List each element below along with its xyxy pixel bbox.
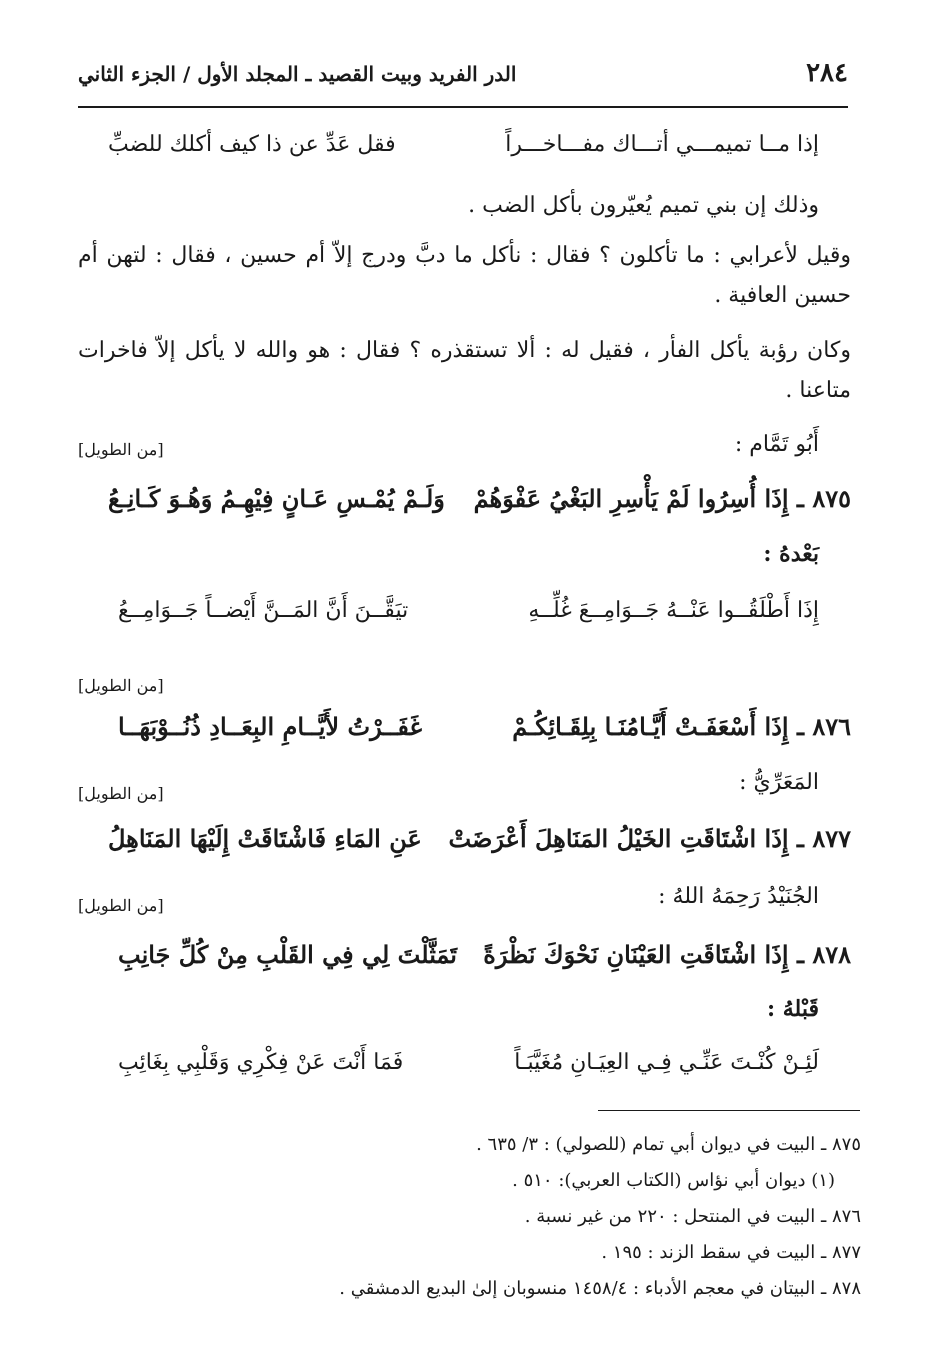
- verse-878-first-hemistich: ٨٧٨ ـ إِذَا اشْتَاقَتِ العَيْنَانِ نَحْوَكَ نَظْرَةً: [483, 940, 851, 969]
- verse-876-second-hemistich: غَفَــرْتُ لأَيَّــامِ البِعَــادِ ذُنُــوْبَهَــا: [118, 712, 423, 741]
- after-label-875: بَعْدهُ :: [763, 541, 819, 567]
- before-label-878: قَبْلهُ :: [766, 996, 819, 1022]
- paragraph-3: وكان رؤبة يأكل الفأر ، فقيل له : ألا تستقذره ؟ فقال : هو والله لا يأكل إلاّ فاخرات متاعنا .: [78, 338, 851, 403]
- meter-label-876: [من الطويل]: [78, 676, 164, 695]
- poet-name-al-maarri: المَعَرِّيُّ :: [739, 770, 819, 795]
- verse-875-second-hemistich: وَلَـمْ يُمْـسِ عَـانٍ فِيْهِـمُ وَهُـوَ كَـانِـعُ: [108, 484, 445, 513]
- meter-label-877: [من الطويل]: [78, 784, 164, 803]
- page-number: ٢٨٤: [806, 58, 848, 88]
- poet-name-al-junayd: الجُنَيْدُ رَحِمَهُ اللهُ :: [658, 884, 819, 909]
- paragraph-1: وذلك إن بني تميم يُعيّرون بأكل الضب .: [468, 193, 819, 218]
- page-header: [78, 54, 848, 104]
- intro-verse-first-hemistich: إذا مــا تميمـــي أتـــاك مفـــاخـــراً: [505, 132, 819, 157]
- footnote-877: ٨٧٧ ـ البيت في سقط الزند : ١٩٥ .: [601, 1242, 861, 1263]
- verse-878-second-hemistich: تَمَثَّلْتَ لِي فِي القَلْبِ مِنْ كُلِّ جَانِبِ: [118, 940, 457, 969]
- header-rule: [78, 106, 848, 108]
- after-verse-second-hemistich: تيَقَّــنَ أَنَّ المَــنَّ أَيْضــاً جَــوَامِــعُ: [118, 598, 409, 623]
- footnote-1: (١) ديوان أبي نؤاس (الكتاب العربي): ٥١٠ .: [512, 1170, 835, 1191]
- intro-verse-second-hemistich: فقل عَدِّ عن ذا كيف أكلك للضبِّ: [108, 132, 396, 157]
- verse-877-first-hemistich: ٨٧٧ ـ إِذَا اشْتَاقَتِ الخَيْلُ المَنَاهِلَ أَعْرَضَتْ: [448, 824, 851, 853]
- verse-877-second-hemistich: عَنِ المَاءِ فَاشْتَاقَتْ إِلَيْهَا المَنَاهِلُ: [108, 824, 422, 853]
- before-verse-first-hemistich: لَئِـنْ كُنْـتَ عَنِّـي فِـي العِيَـانِ مُغَيَّبَـاً: [514, 1050, 819, 1075]
- footnote-876: ٨٧٦ ـ البيت في المنتحل : ٢٢٠ من غير نسبة .: [524, 1206, 861, 1227]
- meter-label-875: [من الطويل]: [78, 440, 164, 459]
- before-verse-second-hemistich: فَمَا أَنْتَ عَنْ فِكْرِي وَقَلْبِي بِغَائِبِ: [118, 1050, 404, 1075]
- meter-label-878: [من الطويل]: [78, 896, 164, 915]
- footnote-878: ٨٧٨ ـ البيتان في معجم الأدباء : ١٤٥٨/٤ منسوبان إلىٰ البديع الدمشقي .: [339, 1278, 861, 1299]
- footnote-875: ٨٧٥ ـ البيت في ديوان أبي تمام (للصولي) : ٣/ ٦٣٥ .: [476, 1134, 861, 1155]
- poet-name-abu-tammam: أَبُو تَمَّام :: [734, 432, 819, 457]
- paragraph-2: وقيل لأعرابي : ما تأكلون ؟ فقال : نأكل ما دبَّ ودرج إلاّ أم حسين ، فقال : لتهن أم حسين العافية .: [78, 243, 851, 308]
- after-verse-first-hemistich: إِذَا أَطْلَقُــوا عَنْــهُ جَــوَامِــعَ غُلِّــهِ: [528, 598, 819, 623]
- footnote-separator: [598, 1110, 860, 1111]
- verse-875-first-hemistich: ٨٧٥ ـ إِذَا أُسِرُوا لَمْ يَأْسِرِ البَغْيُ عَفْوَهُمْ: [473, 484, 851, 513]
- running-title: الدر الفريد وبيت القصيد ـ المجلد الأول / الجزء الثاني: [78, 62, 517, 86]
- verse-876-first-hemistich: ٨٧٦ ـ إِذَا أَسْعَفَـتْ أَيَّـامُنَـا بِلِقَـائِكُـمْ: [512, 712, 851, 741]
